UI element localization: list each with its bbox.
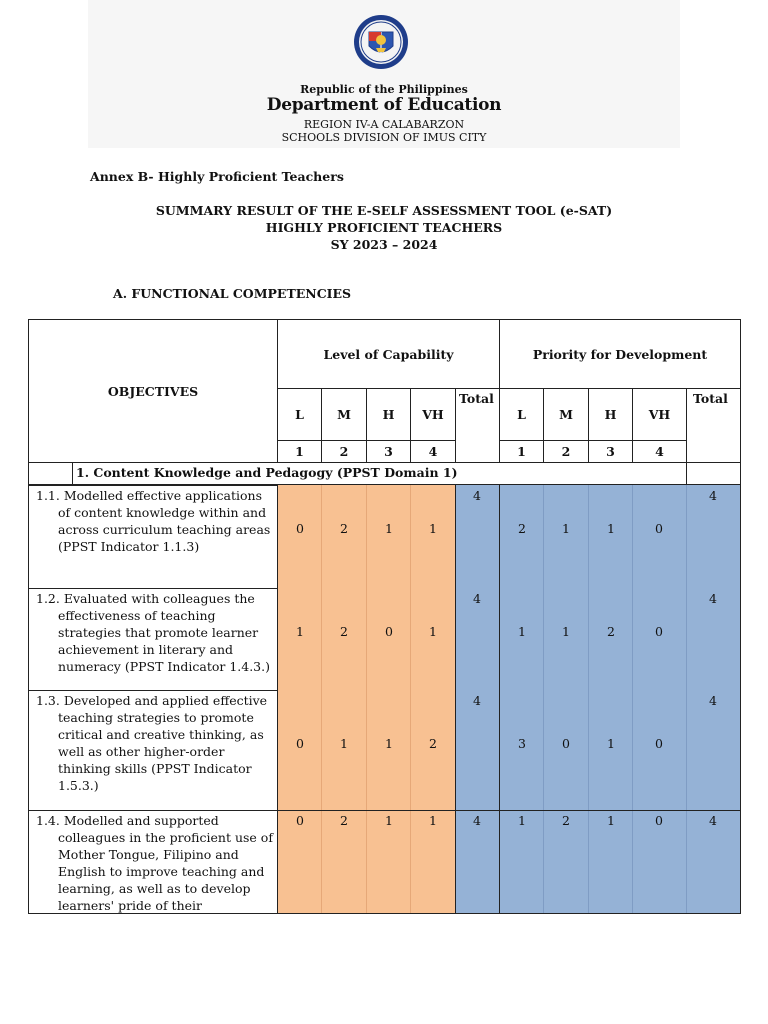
section-heading: A. FUNCTIONAL COMPETENCIES [113, 286, 352, 301]
priority-value: 1 [607, 521, 615, 536]
scale-number: 2 [561, 444, 571, 459]
scale-label: L [295, 407, 304, 422]
level-value: 2 [340, 813, 348, 828]
priority-value: 1 [518, 624, 526, 639]
level-value: 1 [429, 521, 437, 536]
objective-text: Developed and applied effective teaching strategies to promote critical and creative thinking, as well as other higher-order thinking skills (PPST Indicator 1.5.3.) [58, 693, 268, 793]
priority-scale-l [499, 388, 544, 441]
department-name: Department of Education [266, 95, 502, 115]
domain-row-text: 1. Content Knowledge and Pedagogy (PPST Domain 1) [76, 465, 458, 480]
domain-row-end [686, 462, 741, 485]
scale-label: L [517, 407, 526, 422]
level-num-3 [366, 440, 411, 463]
priority-num-1 [499, 440, 544, 463]
objective-number: 1.1. [36, 488, 60, 503]
objective-text: Modelled effective applications of content knowledge within and across curriculum teaching areas (PPST Indicator 1.1.3) [58, 488, 271, 554]
objective-1-4 [28, 810, 278, 914]
priority-value: 1 [607, 813, 615, 828]
objective-number: 1.4. [36, 813, 60, 828]
priority-value: 1 [518, 813, 526, 828]
priority-value: 1 [562, 624, 570, 639]
priority-num-3 [588, 440, 633, 463]
level-value: 1 [340, 736, 348, 751]
level-scale-h [366, 388, 411, 441]
priority-total-value: 4 [709, 813, 717, 828]
priority-value: 0 [655, 813, 663, 828]
level-num-4 [410, 440, 456, 463]
scale-label: H [382, 407, 395, 422]
level-value: 1 [385, 813, 393, 828]
level-total-value: 4 [473, 813, 481, 828]
priority-value: 2 [562, 813, 570, 828]
level-value: 1 [385, 521, 393, 536]
objectives-header-text: OBJECTIVES [107, 383, 199, 399]
scale-number: 4 [655, 444, 664, 459]
level-value: 1 [296, 624, 304, 639]
priority-total-value: 4 [709, 591, 717, 606]
priority-header-text: Priority for Development [532, 346, 708, 362]
level-scale-l [277, 388, 322, 441]
scale-label: H [604, 407, 617, 422]
level-header-text: Level of Capability [323, 346, 454, 362]
title-line-3: SY 2023 – 2024 [330, 237, 438, 252]
level-value: 0 [296, 813, 304, 828]
priority-header [499, 319, 741, 389]
scale-number: 1 [295, 444, 304, 459]
level-header [277, 319, 500, 389]
level-value: 0 [385, 624, 393, 639]
level-scale-vh [410, 388, 456, 441]
level-value: 1 [385, 736, 393, 751]
scale-number: 3 [606, 444, 615, 459]
level-total-value: 4 [473, 488, 481, 503]
priority-value: 0 [655, 736, 663, 751]
level-value: 0 [296, 521, 304, 536]
level-total-header [455, 388, 500, 463]
priority-total-value: 4 [709, 488, 717, 503]
priority-total-value: 4 [709, 693, 717, 708]
priority-total-header [686, 388, 741, 463]
domain-row-spacer [28, 462, 73, 485]
objective-text: Evaluated with colleagues the effectiveness of teaching strategies that promote learner achievement in literary and numeracy (PPST Indicator 1.4.3.) [58, 591, 270, 674]
document-title [0, 202, 768, 253]
level-total-value: 4 [473, 693, 481, 708]
objective-text: Modelled and supported colleagues in the proficient use of Mother Tongue, Filipino and English to improve teaching and learning, as well as to develop learners' pride of their [58, 813, 273, 913]
level-value: 1 [429, 624, 437, 639]
region-line: REGION IV-A CALABARZON [303, 118, 465, 131]
scale-number: 1 [517, 444, 526, 459]
level-value: 1 [429, 813, 437, 828]
priority-value: 3 [518, 736, 526, 751]
level-num-2 [321, 440, 367, 463]
priority-num-2 [543, 440, 589, 463]
objective-1-3 [28, 690, 278, 810]
level-value: 0 [296, 736, 304, 751]
title-line-1: SUMMARY RESULT OF THE E-SELF ASSESSMENT TOOL (e-SAT) [155, 203, 613, 218]
priority-value: 2 [518, 521, 526, 536]
priority-scale-m [543, 388, 589, 441]
objective-1-1 [28, 485, 278, 588]
priority-value: 0 [655, 521, 663, 536]
priority-value: 0 [655, 624, 663, 639]
summary-table [28, 319, 741, 914]
scale-number: 2 [339, 444, 349, 459]
scale-number: 3 [384, 444, 393, 459]
priority-value: 1 [607, 736, 615, 751]
scale-number: 4 [428, 444, 438, 459]
scale-label: VH [422, 407, 444, 422]
priority-value: 2 [607, 624, 615, 639]
objective-number: 1.3. [36, 693, 60, 708]
total-label: Total [693, 391, 728, 406]
priority-scale-vh [632, 388, 687, 441]
scale-label: VH [648, 407, 671, 422]
annex-label: Annex B- Highly Proficient Teachers [90, 169, 344, 184]
domain-row [72, 462, 687, 485]
priority-scale-h [588, 388, 633, 441]
priority-value: 0 [562, 736, 570, 751]
level-value: 2 [340, 521, 348, 536]
title-line-2: HIGHLY PROFICIENT TEACHERS [265, 220, 503, 235]
level-value: 2 [429, 736, 437, 751]
objective-1-2 [28, 588, 278, 690]
objective-number: 1.2. [36, 591, 60, 606]
level-total-value: 4 [473, 591, 481, 606]
scale-label: M [559, 407, 573, 422]
total-label: Total [459, 391, 494, 406]
deped-seal-icon [353, 14, 409, 70]
priority-value: 1 [562, 521, 570, 536]
priority-num-4 [632, 440, 687, 463]
level-value: 2 [340, 624, 348, 639]
level-scale-m [321, 388, 367, 441]
scale-label: M [337, 407, 351, 422]
objectives-header [28, 319, 278, 463]
division-line: SCHOOLS DIVISION OF IMUS CITY [281, 131, 487, 144]
level-num-1 [277, 440, 322, 463]
republic-line: Republic of the Philippines [300, 83, 468, 96]
